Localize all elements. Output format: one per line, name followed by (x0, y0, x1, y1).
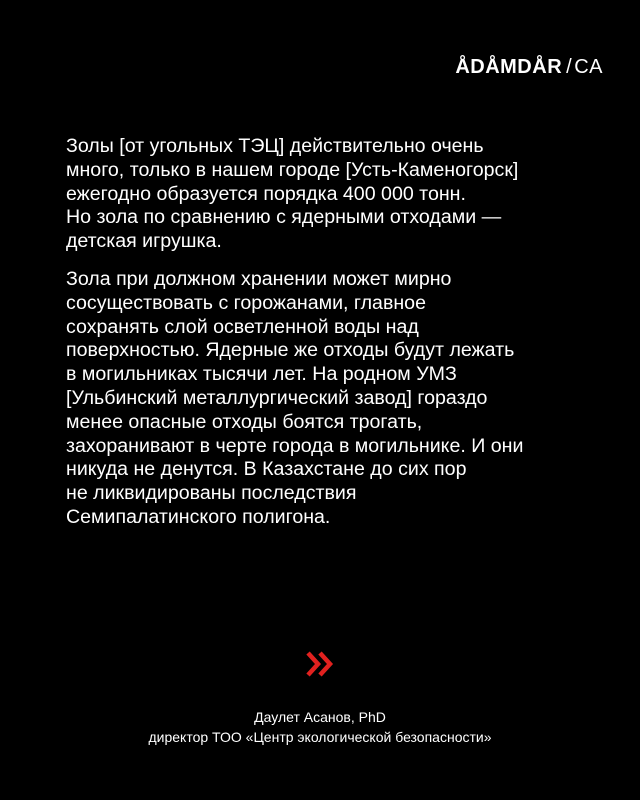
quote-line: никуда не денутся. В Казахстане до сих пор (66, 458, 467, 481)
brand-logo (455, 56, 603, 79)
quote-line: не ликвидированы последствия (66, 482, 357, 505)
quote-text (66, 135, 566, 544)
quote-line: Но зола по сравнению с ядерными отходами — (66, 206, 502, 229)
quote-line: детская игрушка. (66, 230, 222, 253)
quote-line: [Ульбинский металлургический завод] гораздо (66, 386, 488, 409)
quote-line: Семипалатинского полигона. (66, 505, 331, 528)
quote-line: сосуществовать с горожанами, главное (66, 291, 426, 314)
quote-line: много, только в нашем городе [Усть-Каменогорск] (66, 158, 519, 181)
quote-line: захоранивают в черте города в могильнике. И они (66, 434, 524, 457)
logo-separator: / (566, 56, 573, 78)
quote-line: ежегодно образуется порядка 400 000 тонн. (66, 182, 466, 205)
author-role: директор ТОО «Центр экологической безопасности» (148, 729, 492, 745)
logo-suffix: CA (574, 56, 603, 78)
quote-line: в могильниках тысячи лет. На родном УМЗ (66, 363, 457, 386)
logo-brand: ÅDÅMDÅR (455, 56, 563, 78)
author-name: Даулет Асанов, PhD (254, 709, 386, 725)
quote-line: менее опасные отходы боятся трогать, (66, 410, 423, 433)
quote-paragraph-2 (66, 268, 566, 530)
quote-line: Зола при должном хранении может мирно (66, 267, 452, 290)
quote-line: поверхностью. Ядерные же отходы будут лежать (66, 339, 515, 362)
quote-line: Золы [от угольных ТЭЦ] действительно очень (66, 135, 484, 157)
quote-paragraph-1 (66, 135, 566, 254)
double-chevron-right-icon (304, 650, 336, 678)
quote-line: сохранять слой осветленной воды над (66, 315, 419, 338)
